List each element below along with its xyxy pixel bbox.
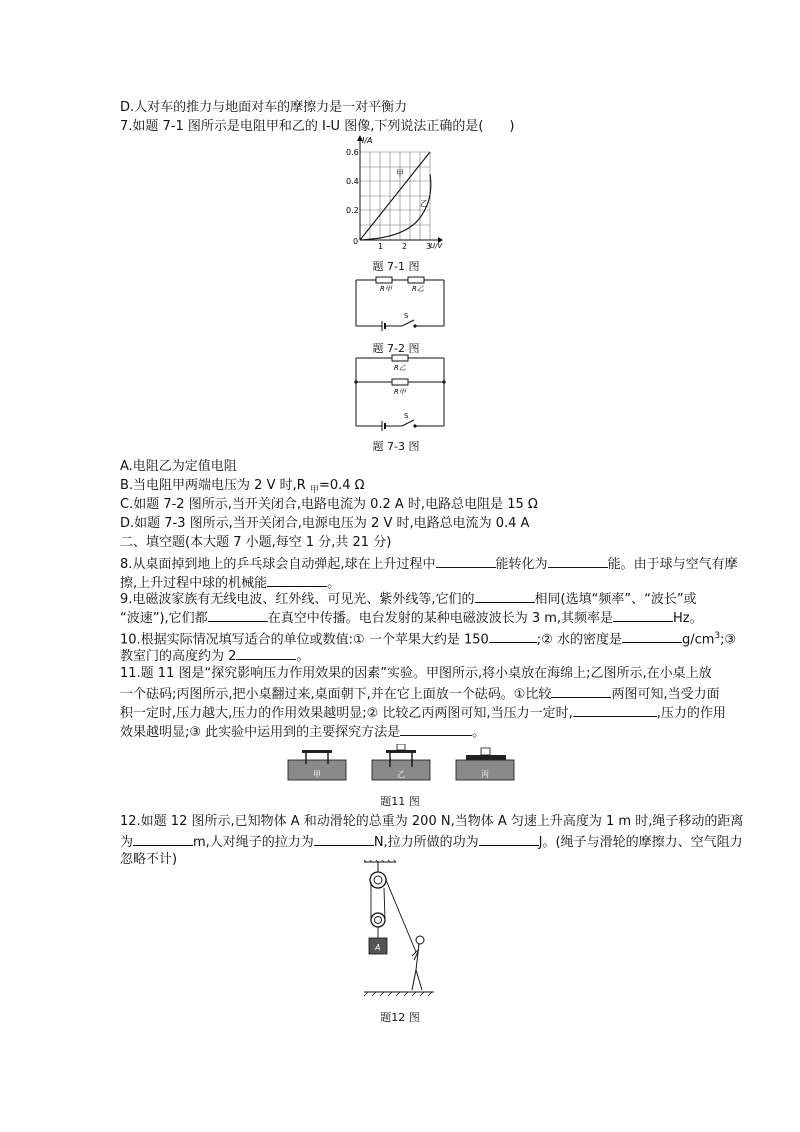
q10-text-f: 。 xyxy=(296,649,310,664)
r-yi-label: R乙 xyxy=(412,285,424,293)
q11-line1: 11.题 11 图是“探究影响压力作用效果的因素”实验。甲图所示,将小桌放在海绵上;乙图所示,在小桌上放 xyxy=(120,666,712,681)
q10-blank-3[interactable] xyxy=(236,645,296,660)
q8-blank-2[interactable] xyxy=(548,553,608,568)
x-axis-label: U/V xyxy=(430,242,443,250)
q12-blank-1[interactable] xyxy=(133,831,193,846)
q10-text-e: 教室门的高度约为 2 xyxy=(120,649,237,664)
q10-text-b: ;② 水的密度是 xyxy=(536,632,622,648)
q12-text-d: J。(绳子与滑轮的摩擦力、空气阻力 xyxy=(538,835,743,850)
experiment-yi xyxy=(372,744,430,780)
q7-option-b-value: =0.4 Ω xyxy=(318,478,365,493)
q10-text-d: ;③ xyxy=(720,632,737,648)
q11-blank-3[interactable] xyxy=(400,721,472,736)
q10-text-c: g/cm xyxy=(681,632,715,648)
parallel-circuit xyxy=(354,352,446,434)
q9-text-b: 相同(选填“频率”、“波长”或 xyxy=(534,592,697,607)
q10-text-a: 10.根据实际情况填写适合的单位或数值:① 一个苹果大约是 150 xyxy=(120,632,489,648)
q12-line1: 12.如题 12 图所示,已知物体 A 和动滑轮的总重为 200 N,当物体 A 匀速上升高度为 1 m 时,绳子移动的距离 xyxy=(120,814,744,829)
fixed-pulley xyxy=(370,872,386,888)
q12-text-a: 为 xyxy=(120,835,134,850)
q9-text-d: 在真空中传播。电台发射的某种电磁波波长为 3 m,其频率是 xyxy=(267,611,614,626)
q11-text-f: 。 xyxy=(472,725,486,740)
q11-text-b: 两图可知,当受力面 xyxy=(611,687,720,702)
label-yi: 乙 xyxy=(420,199,428,208)
y-tick-04: 0.4 xyxy=(346,177,359,186)
x-tick-1: 1 xyxy=(378,242,384,250)
q8-text-e: 。 xyxy=(327,576,341,591)
q8-text-c: 能。由于球与空气有摩 xyxy=(607,557,738,572)
x-tick-3: 3 xyxy=(426,242,432,250)
q11-blank-1[interactable] xyxy=(551,683,611,698)
q12-blank-2[interactable] xyxy=(314,831,374,846)
block-a-label: A xyxy=(375,943,381,952)
q9-text-c: “波速”),它们都 xyxy=(120,611,208,626)
r-jia-label: R甲 xyxy=(380,285,392,293)
q9-blank-1[interactable] xyxy=(475,588,535,603)
switch-label: S xyxy=(404,312,409,320)
movable-pulley xyxy=(371,913,385,927)
q7-stem: 7.如题 7-1 图所示是电阻甲和乙的 I-U 图像,下列说法正确的是( ) xyxy=(120,119,515,134)
fig11-caption: 题11 图 xyxy=(380,795,420,808)
q11-text-d: ,压力的作用 xyxy=(656,706,726,721)
person xyxy=(412,936,424,990)
q7-option-a: A.电阻乙为定值电阻 xyxy=(120,459,237,474)
experiment-bing xyxy=(456,748,514,780)
fig7-1-caption: 题 7-1 图 xyxy=(372,260,420,273)
q9-blank-2[interactable] xyxy=(208,607,268,622)
q11-text-e: 效果越明显;③ 此实验中运用到的主要探究方法是 xyxy=(120,725,401,740)
pulley-figure xyxy=(362,860,438,1002)
q8-text-a: 8.从桌面掉到地上的乒乓球会自动弹起,球在上升过程中 xyxy=(120,557,436,572)
fig7-2-caption: 题 7-2 图 xyxy=(372,342,420,355)
iu-graph xyxy=(344,134,444,250)
series-circuit xyxy=(354,274,446,334)
section-title: 二、填空题(本大题 7 小题,每空 1 分,共 21 分) xyxy=(120,535,392,550)
q12-blank-3[interactable] xyxy=(479,831,539,846)
experiment-jia xyxy=(288,750,346,780)
q8-text-d: 擦,上升过程中球的机械能 xyxy=(120,576,268,591)
q11-blank-2[interactable] xyxy=(573,702,657,717)
x-tick-2: 2 xyxy=(402,242,408,250)
q7-option-c: C.如题 7-2 图所示,当开关闭合,电路电流为 0.2 A 时,电路总电阻是 15 Ω xyxy=(120,497,538,512)
switch-label-2: S xyxy=(404,412,409,420)
y-tick-02: 0.2 xyxy=(346,206,359,215)
origin-label: 0 xyxy=(353,237,359,246)
q9-text-e: Hz。 xyxy=(673,611,703,626)
q12-line2 xyxy=(120,831,743,853)
y-tick-06: 0.6 xyxy=(346,148,359,157)
pressure-experiment-figure xyxy=(286,744,518,784)
q11-text-c: 积一定时,压力越大,压力的作用效果越明显;② 比较乙丙两图可知,当压力一定时, xyxy=(120,706,573,721)
q7-option-b-text: B.当电阻甲两端电压为 2 V 时,R xyxy=(120,478,310,493)
q8-blank-1[interactable] xyxy=(436,553,496,568)
q10-blank-2[interactable] xyxy=(622,628,682,643)
y-axis-label: I/A xyxy=(362,136,373,145)
q8-blank-3[interactable] xyxy=(267,572,327,587)
q12-line3: 忽略不计) xyxy=(120,852,178,867)
q11-text-a: 一个砝码;丙图所示,把小桌翻过来,桌面朝下,并在它上面放一个砝码。①比较 xyxy=(120,687,552,702)
r-yi-label-2: R乙 xyxy=(394,364,406,372)
q6-option-d: D.人对车的推力与地面对车的摩擦力是一对平衡力 xyxy=(120,100,408,115)
fig7-3-caption: 题 7-3 图 xyxy=(372,440,420,453)
q11-line4 xyxy=(120,721,485,743)
q7-option-b-sub: 甲 xyxy=(309,485,319,496)
q12-text-b: m,人对绳子的拉力为 xyxy=(193,835,314,850)
label-bing-exp: 丙 xyxy=(481,770,489,779)
q7-option-d: D.如题 7-3 图所示,当开关闭合,电源电压为 2 V 时,电路总电流为 0.4 A xyxy=(120,516,530,531)
fig12-caption: 题12 图 xyxy=(380,1011,420,1024)
label-jia-exp: 甲 xyxy=(313,770,321,779)
q9-blank-3[interactable] xyxy=(613,607,673,622)
r-jia-label-2: R甲 xyxy=(394,388,406,396)
q10-sup: 3 xyxy=(714,631,721,641)
q9-text-a: 9.电磁波家族有无线电波、红外线、可见光、紫外线等,它们的 xyxy=(120,592,475,607)
label-yi-exp: 乙 xyxy=(397,770,405,779)
q10-blank-1[interactable] xyxy=(489,628,537,643)
q8-text-b: 能转化为 xyxy=(495,557,548,572)
q12-text-c: N,拉力所做的功为 xyxy=(373,835,479,850)
label-jia: 甲 xyxy=(396,169,404,178)
